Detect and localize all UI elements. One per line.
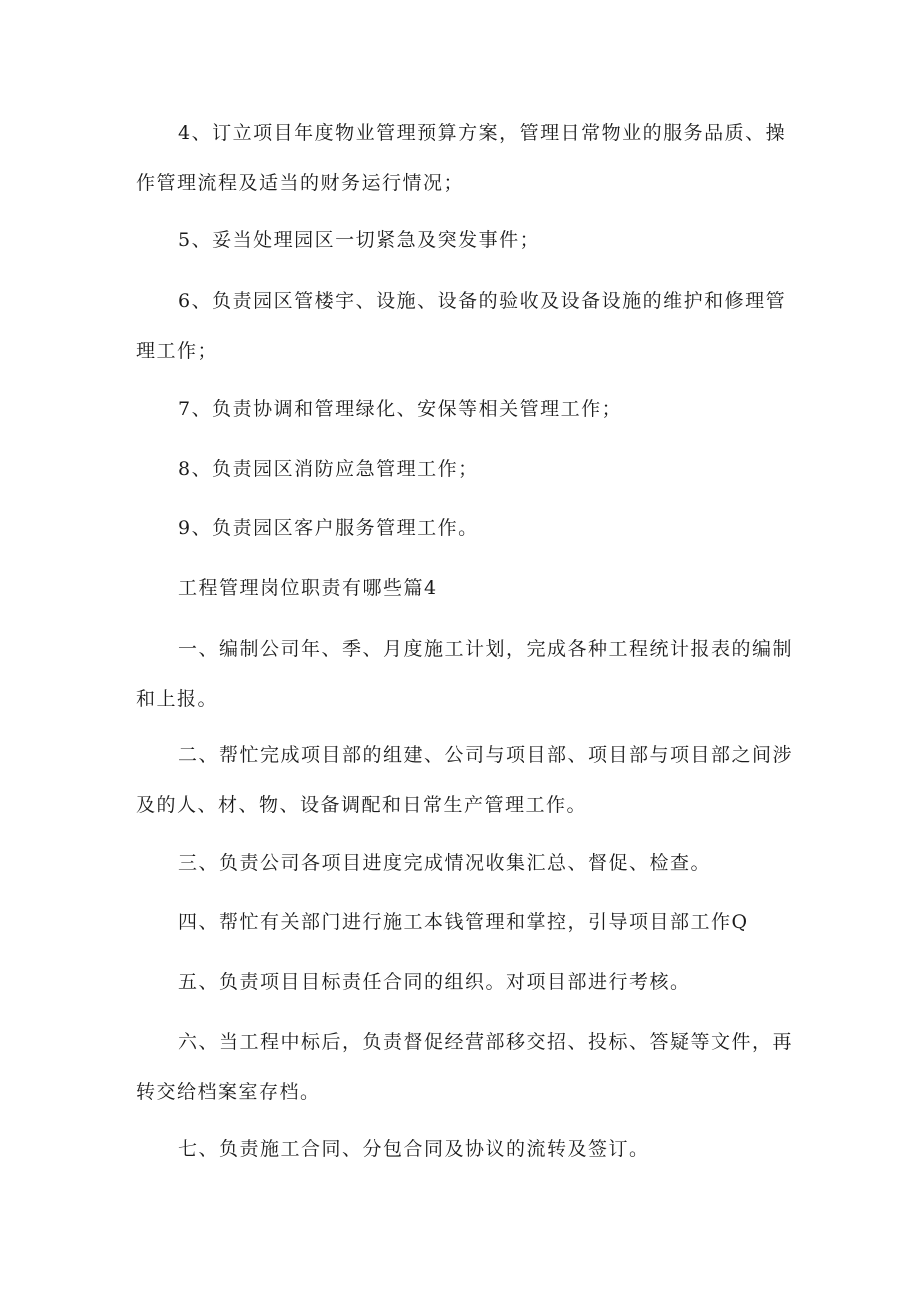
section-item-7: [136, 1124, 786, 1174]
paragraph-item-9: [136, 503, 786, 553]
section-item-6: [136, 1017, 794, 1117]
paragraph-line: 6、负责园区管楼宇、设施、设备的验收及设备设施的维护和修理管: [178, 290, 787, 312]
paragraph-line: 作管理流程及适当的财务运行情况；: [136, 172, 465, 194]
section-line: 二、帮忙完成项目部的组建、公司与项目部、项目部与项目部之间涉: [178, 744, 794, 766]
section-line: 转交给档案室存档。: [136, 1081, 321, 1103]
paragraph-line: 理工作；: [136, 340, 219, 362]
paragraph-line: 9、负责园区客户服务管理工作。: [178, 517, 479, 539]
paragraph-line: 5、妥当处理园区一切紧急及突发事件；: [178, 229, 541, 251]
section-item-2: [136, 730, 794, 830]
section-line: 及的人、材、物、设备调配和日常生产管理工作。: [136, 794, 588, 816]
paragraph-line: 7、负责协调和管理绿化、安保等相关管理工作；: [178, 398, 623, 420]
paragraph-item-5: [136, 215, 786, 265]
section-line: 和上报。: [136, 688, 219, 710]
paragraph-item-7: [136, 384, 786, 434]
paragraph-line: 4、订立项目年度物业管理预算方案，管理日常物业的服务品质、操: [178, 122, 787, 144]
paragraph-item-8: [136, 444, 786, 494]
section-item-5: [136, 957, 786, 1007]
section-line: 一、编制公司年、季、月度施工计划，完成各种工程统计报表的编制: [178, 638, 794, 660]
paragraph-line: 8、负责园区消防应急管理工作；: [178, 458, 479, 480]
section-line: 七、负责施工合同、分包合同及协议的流转及签订。: [178, 1138, 650, 1160]
section-item-1: [136, 624, 794, 724]
section-heading: 工程管理岗位职责有哪些篇4: [178, 577, 438, 599]
section-item-4: [136, 897, 786, 947]
section-line: 四、帮忙有关部门进行施工本钱管理和掌控，引导项目部工作Q: [178, 911, 749, 933]
section-item-3: [136, 838, 786, 888]
section-line: 五、负责项目目标责任合同的组织。对项目部进行考核。: [178, 971, 691, 993]
section-line: 三、负责公司各项目进度完成情况收集汇总、督促、检查。: [178, 852, 712, 874]
paragraph-item-4: [136, 108, 786, 208]
section-line: 六、当工程中标后，负责督促经营部移交招、投标、答疑等文件，再: [178, 1031, 794, 1053]
paragraph-item-6: [136, 276, 786, 376]
